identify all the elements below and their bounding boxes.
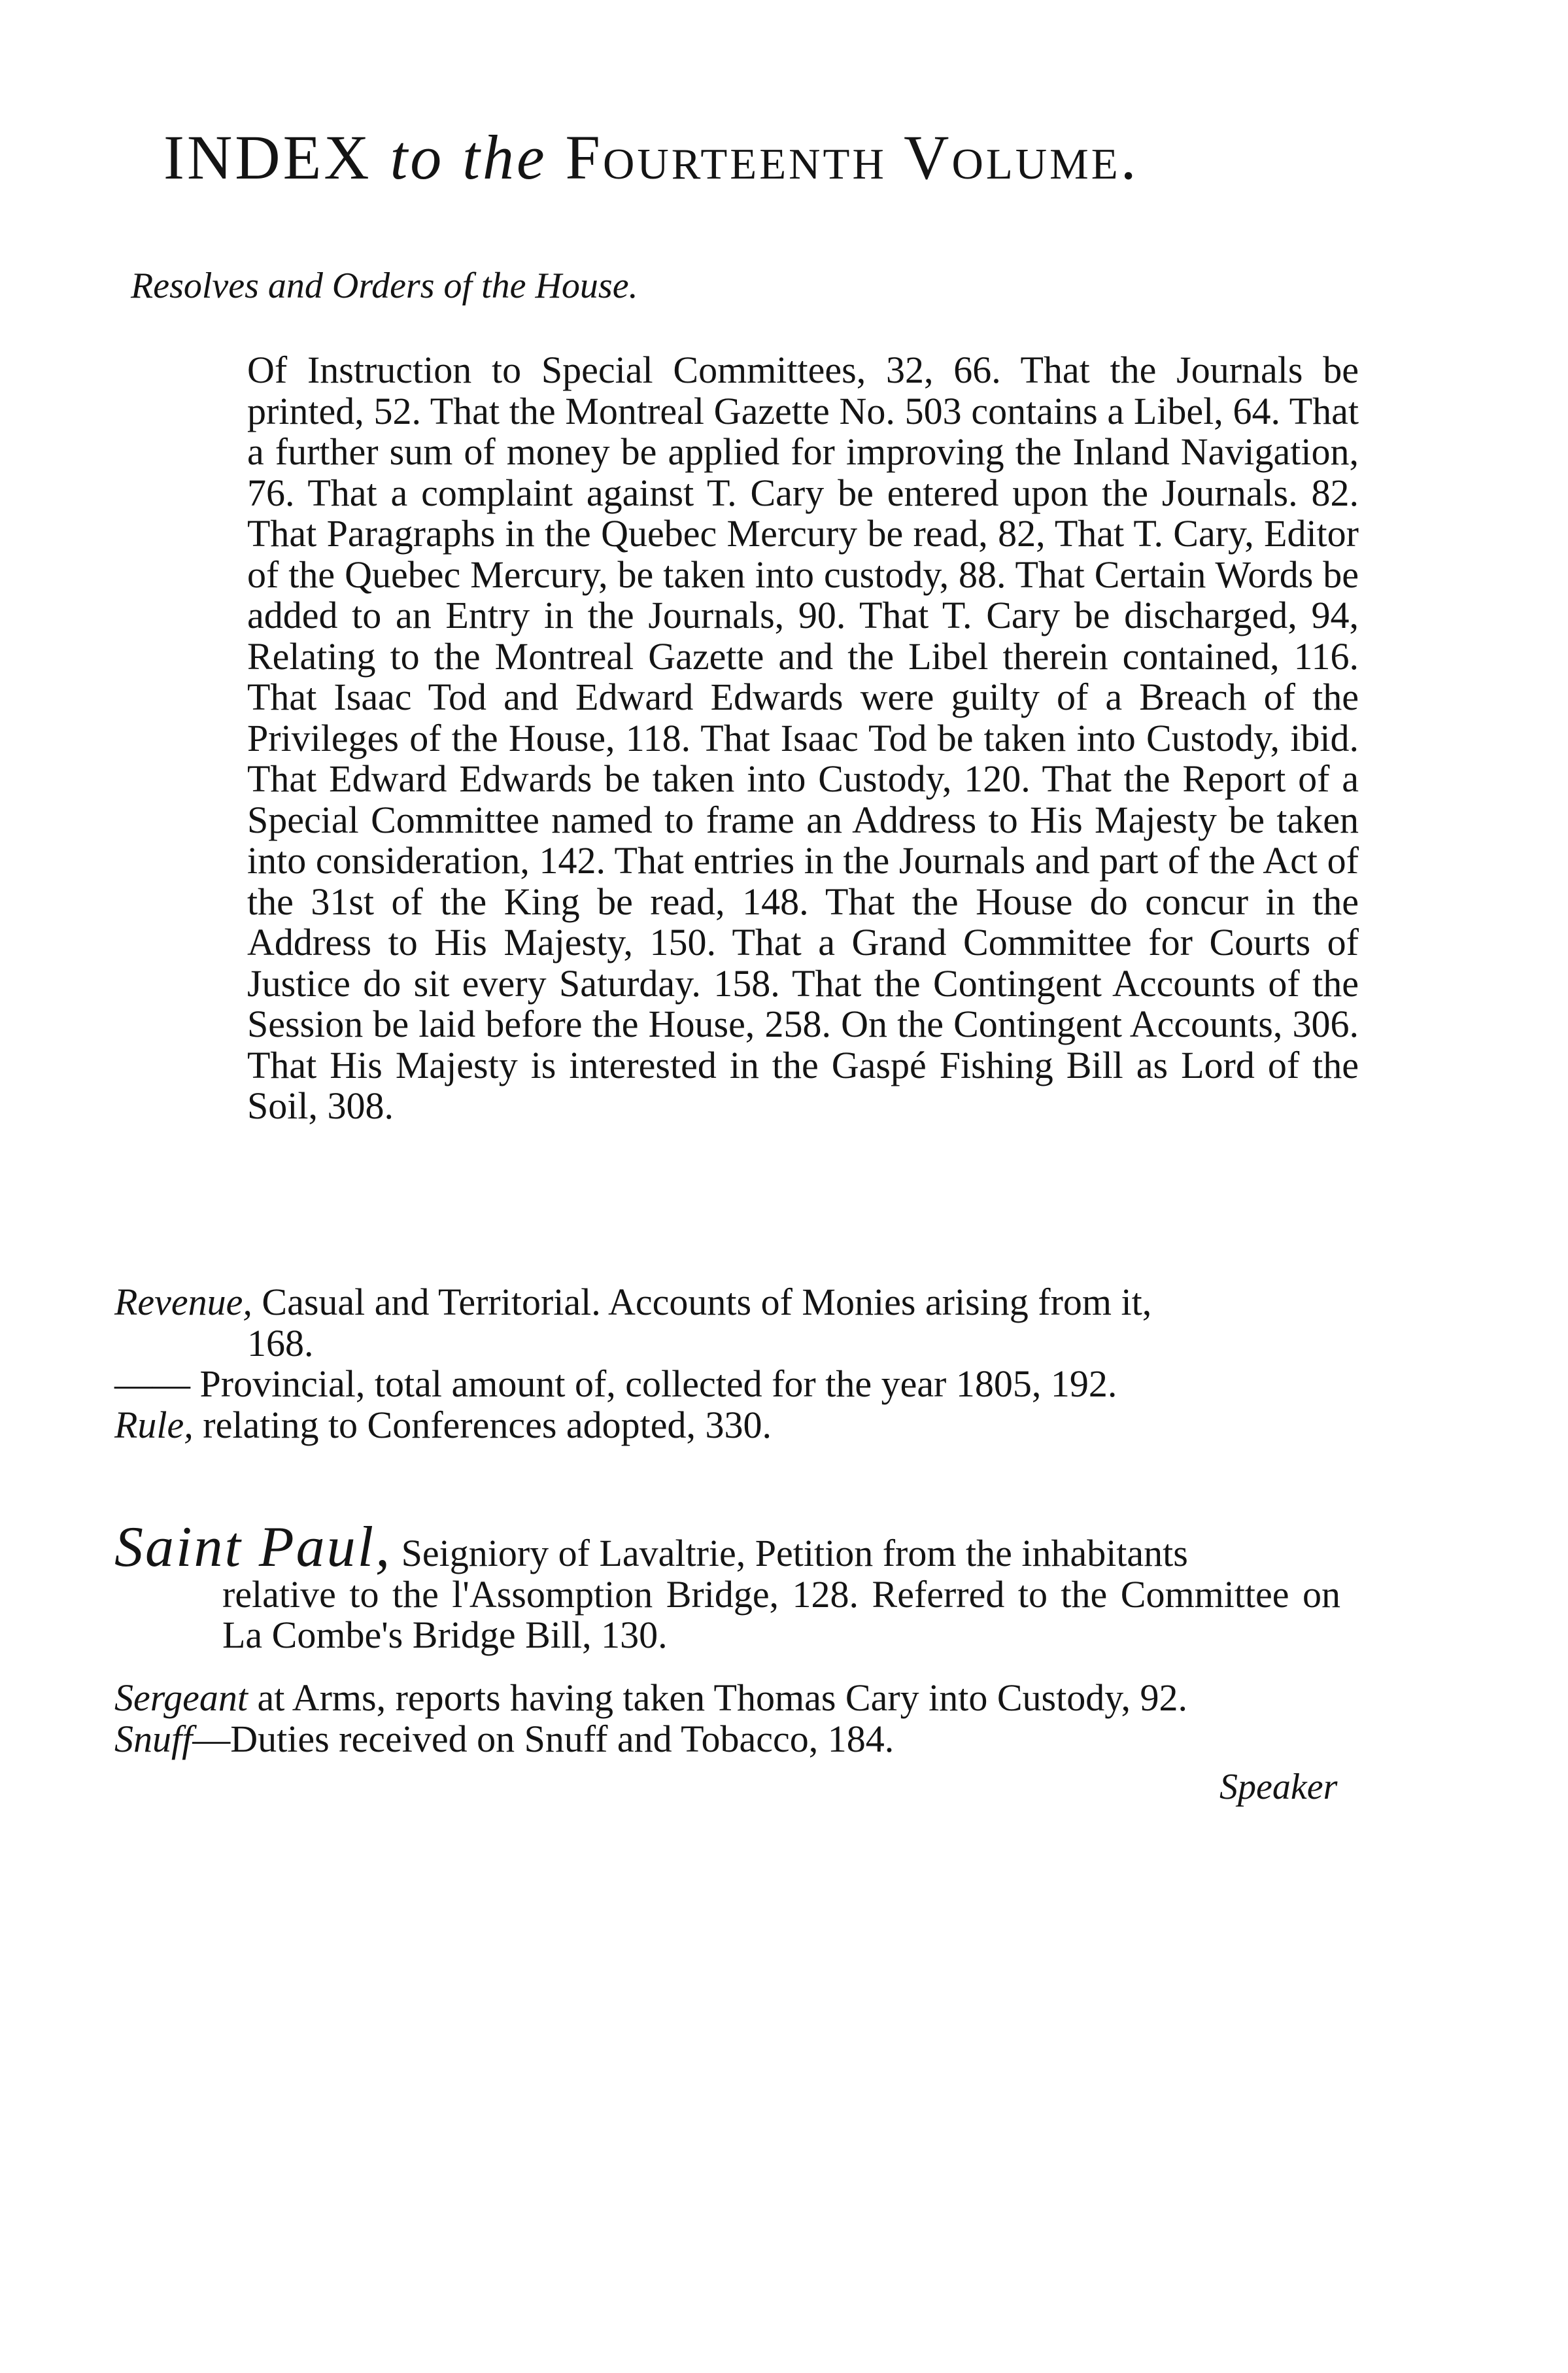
entry-provincial-text: —— Provincial, total amount of, collected for the year 1805, 192. (114, 1362, 1117, 1405)
entry-rule-text: relating to Conferences adopted, 330. (203, 1404, 772, 1446)
entry-snuff-text: —Duties received on Snuff and Tobacco, 184. (192, 1718, 895, 1760)
entry-rule-head: Rule, (114, 1404, 194, 1446)
page-header (163, 121, 1406, 194)
header-volume: Fourteenth Volume. (565, 122, 1139, 192)
entry-saint-paul-head: Saint Paul, (114, 1516, 392, 1579)
entry-sergeant-text: at Arms, reports having taken Thomas Cary into Custody, 92. (257, 1676, 1187, 1719)
header-to-the: to the (390, 122, 547, 192)
entry-snuff (114, 1719, 1357, 1760)
entry-saint-paul-text: Seigniory of Lavaltrie, Petition from the inhabitants (401, 1532, 1188, 1574)
entry-revenue (114, 1282, 1357, 1364)
entry-revenue-head: Revenue, (114, 1281, 252, 1323)
entry-saint-paul (114, 1516, 1357, 1656)
resolves-text: Of Instruction to Special Committees, 32, 66. That the Journals be printed, 52. That the Montreal Gazette No. 503 contains a Libel, 64. That a further sum of money be applied for improving the Inland Navigation, 76. That a complaint against T. Cary be entered upon the Journals. 82. That Paragraphs in the Quebec Mercury be read, 82, That T. Cary, Editor of the Quebec Mercury, be taken into custody, 88. That Certain Words be added to an Entry in the Journals, 90. That T. Cary be discharged, 94, Relating to the Montreal Gazette and the Libel therein contained, 116. That Isaac Tod and Edward Edwards were guilty of a Breach of the Privileges of the House, 118. That Isaac Tod be taken into Custody, ibid. That Edward Edwards be taken into Custody, 120. That the Report of a Special Committee named to frame an Address to His Majesty be taken into consideration, 142. That entries in the Journals and part of the Act of the 31st of the King be read, 148. That the House do concur in the Address to His Majesty, 150. That a Grand Committee for Courts of Justice do sit every Saturday. 158. That the Contingent Accounts of the Session be laid before the House, 258. On the Contingent Accounts, 306. That His Majesty is interested in the Gaspé Fishing Bill as Lord of the Soil, 308. (247, 349, 1359, 1127)
entry-snuff-head: Snuff (114, 1718, 193, 1760)
entry-sergeant-head: Sergeant (114, 1676, 248, 1719)
entry-sergeant (114, 1678, 1357, 1719)
header-index: INDEX (163, 122, 372, 192)
entry-provincial (114, 1364, 1357, 1405)
section-title: Resolves and Orders of the House. (131, 266, 638, 306)
entry-revenue-cont: 168. (247, 1321, 314, 1364)
entry-rule (114, 1405, 1357, 1446)
entry-revenue-text: Casual and Territorial. Accounts of Monies arising from it, (262, 1281, 1152, 1323)
entry-saint-paul-cont: relative to the l'Assomption Bridge, 128. Referred to the Committee on La Combe's Bridge Bill, 130. (222, 1572, 1340, 1656)
catchword: Speaker (1219, 1767, 1338, 1807)
